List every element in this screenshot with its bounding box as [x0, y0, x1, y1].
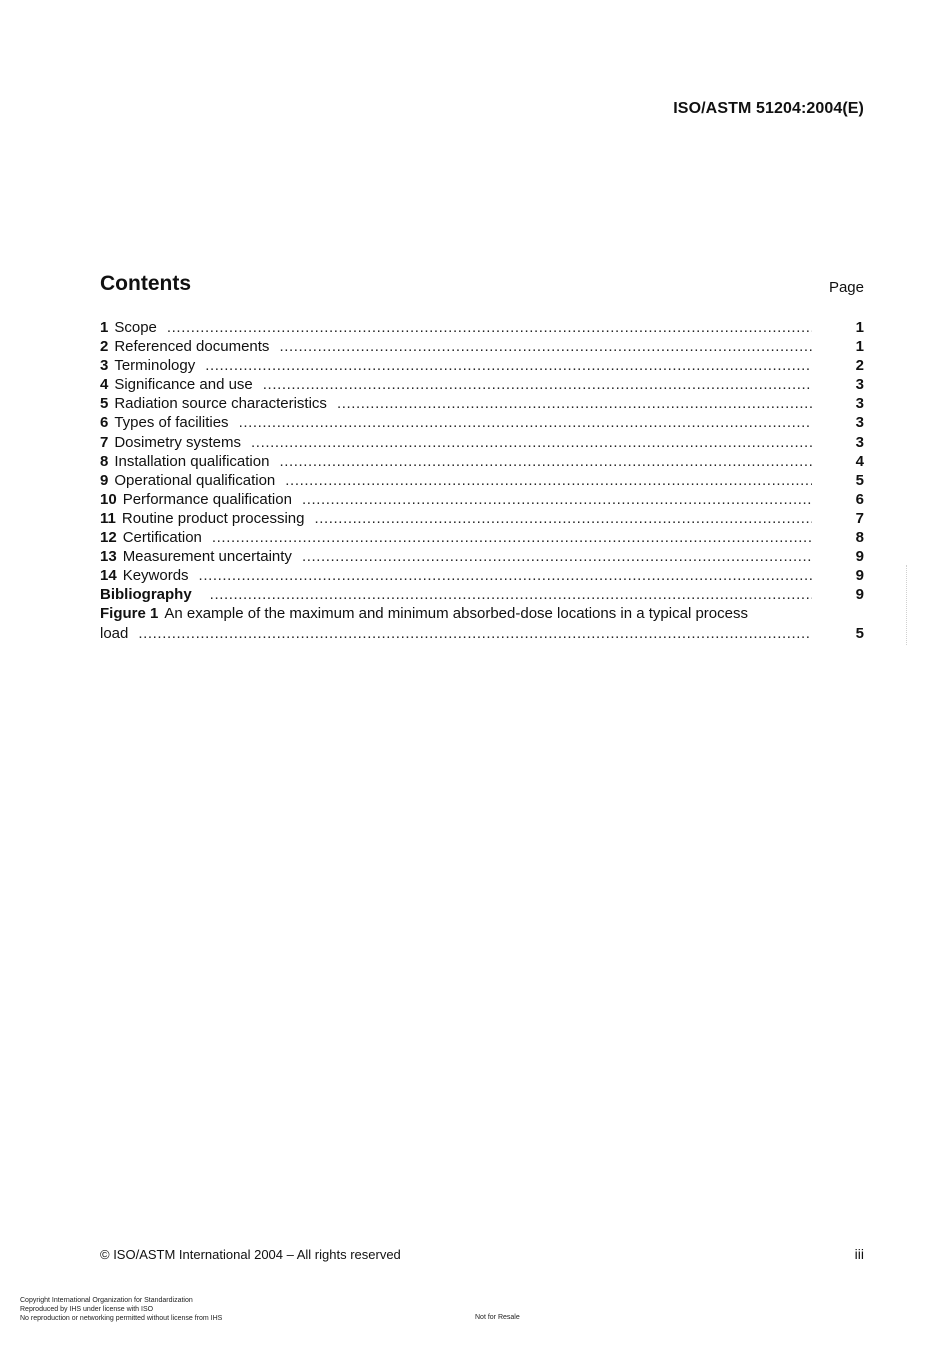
toc-entry-measurement-uncertainty[interactable] — [100, 547, 864, 566]
footer-page-number: iii — [854, 1246, 864, 1262]
toc-entry-label: Types of facilities — [114, 414, 229, 432]
license-notice — [20, 1296, 222, 1323]
leader-dots — [302, 490, 812, 509]
leader-dots — [199, 566, 812, 585]
toc-entry-number: 14 — [100, 567, 117, 585]
toc-entry-label: Terminology — [114, 357, 196, 375]
leader-dots — [212, 528, 812, 547]
figure-caption-line1: An example of the maximum and minimum absorbed-dose locations in a typical process — [164, 605, 748, 623]
toc-entry-page: 3 — [855, 414, 864, 432]
toc-entry-page: 2 — [855, 357, 864, 375]
leader-dots — [279, 452, 812, 471]
leader-dots — [337, 394, 812, 413]
contents-title: Contents — [100, 272, 191, 295]
toc-entry-number: 6 — [100, 414, 109, 432]
toc-entry-number: 5 — [100, 395, 109, 413]
toc-entry-installation-qualification[interactable] — [100, 452, 864, 471]
toc-entry-number: 7 — [100, 433, 109, 451]
toc-entry-page: 9 — [855, 586, 864, 604]
toc-entry-label: Dosimetry systems — [114, 433, 242, 451]
toc-entry-number: 9 — [100, 471, 109, 489]
toc-entry-page: 3 — [855, 376, 864, 394]
leader-dots — [279, 337, 812, 356]
toc-entry-label: Installation qualification — [114, 452, 270, 470]
toc-entry-label: Bibliography — [100, 586, 192, 604]
leader-dots — [167, 318, 812, 337]
leader-dots — [285, 471, 812, 490]
footer-copyright: © ISO/ASTM International 2004 – All rights reserved — [100, 1247, 401, 1262]
leader-dots — [314, 509, 812, 528]
toc-entry-number: 2 — [100, 338, 109, 356]
table-of-contents — [100, 318, 864, 643]
toc-entry-label: Scope — [114, 319, 157, 336]
toc-entry-certification[interactable] — [100, 528, 864, 547]
toc-entry-number: 4 — [100, 376, 109, 394]
toc-entry-label: Significance and use — [114, 376, 253, 394]
toc-entry-page: 9 — [855, 567, 864, 585]
toc-entry-page: 5 — [855, 471, 864, 489]
license-line-2: Reproduced by IHS under license with ISO — [20, 1306, 154, 1313]
license-line-3: No reproduction or networking permitted without license from IHS — [20, 1315, 223, 1322]
toc-entry-label: Keywords — [122, 567, 189, 585]
toc-entry-dosimetry-systems[interactable] — [100, 433, 864, 452]
toc-entry-number: 8 — [100, 452, 109, 470]
toc-entry-number: 12 — [100, 529, 117, 547]
leader-dots — [205, 356, 812, 375]
leader-dots — [239, 413, 812, 432]
leader-dots — [263, 375, 812, 394]
toc-entry-number: 10 — [100, 490, 117, 508]
toc-entry-label: Routine product processing — [121, 509, 305, 527]
toc-entry-figure-1[interactable] — [100, 604, 864, 642]
toc-entry-performance-qualification[interactable] — [100, 490, 864, 509]
toc-entry-label: Operational qualification — [114, 471, 276, 489]
figure-entry-first-line — [100, 604, 864, 623]
toc-entry-scope[interactable] — [100, 318, 864, 337]
toc-entry-page: 8 — [855, 529, 864, 547]
leader-dots — [210, 585, 812, 604]
leader-dots — [302, 547, 812, 566]
toc-entry-label: Certification — [122, 529, 202, 547]
toc-entry-significance-and-use[interactable] — [100, 375, 864, 394]
toc-entry-page: 3 — [855, 433, 864, 451]
toc-entry-number: 3 — [100, 357, 109, 375]
toc-entry-label: Performance qualification — [122, 490, 292, 508]
toc-entry-radiation-source[interactable] — [100, 394, 864, 413]
toc-entry-terminology[interactable] — [100, 356, 864, 375]
figure-entry-second-line — [100, 624, 864, 643]
toc-entry-label: Referenced documents — [114, 338, 270, 356]
toc-entry-page: 5 — [855, 624, 864, 642]
license-line-1: Copyright International Organization for Standardization — [20, 1297, 193, 1304]
toc-entry-label: Radiation source characteristics — [114, 395, 327, 413]
toc-entry-number: 11 — [100, 509, 116, 527]
toc-entry-referenced-documents[interactable] — [100, 337, 864, 356]
toc-entry-page: 1 — [855, 338, 864, 356]
leader-dots — [138, 624, 812, 643]
toc-entry-page: 1 — [855, 319, 864, 336]
toc-entry-page: 9 — [855, 548, 864, 566]
toc-entry-number: 1 — [100, 319, 109, 336]
toc-entry-number: 13 — [100, 548, 117, 566]
toc-entry-keywords[interactable] — [100, 566, 864, 585]
not-for-resale-notice: Not for Resale — [475, 1314, 520, 1321]
toc-entry-operational-qualification[interactable] — [100, 471, 864, 490]
page-column-heading: Page — [828, 279, 864, 296]
toc-entry-page: 4 — [855, 452, 864, 470]
toc-entry-types-of-facilities[interactable] — [100, 413, 864, 432]
leader-dots — [251, 433, 812, 452]
margin-mark — [906, 565, 911, 645]
toc-entry-page: 3 — [855, 395, 864, 413]
figure-caption-line2: load — [100, 624, 129, 642]
toc-entry-page: 7 — [855, 509, 864, 527]
toc-entry-routine-product-processing[interactable] — [100, 509, 864, 528]
figure-label: Figure 1 — [100, 605, 159, 623]
document-id: ISO/ASTM 51204:2004(E) — [673, 100, 864, 117]
toc-entry-bibliography[interactable] — [100, 585, 864, 604]
toc-entry-label: Measurement uncertainty — [122, 548, 292, 566]
toc-entry-page: 6 — [855, 490, 864, 508]
